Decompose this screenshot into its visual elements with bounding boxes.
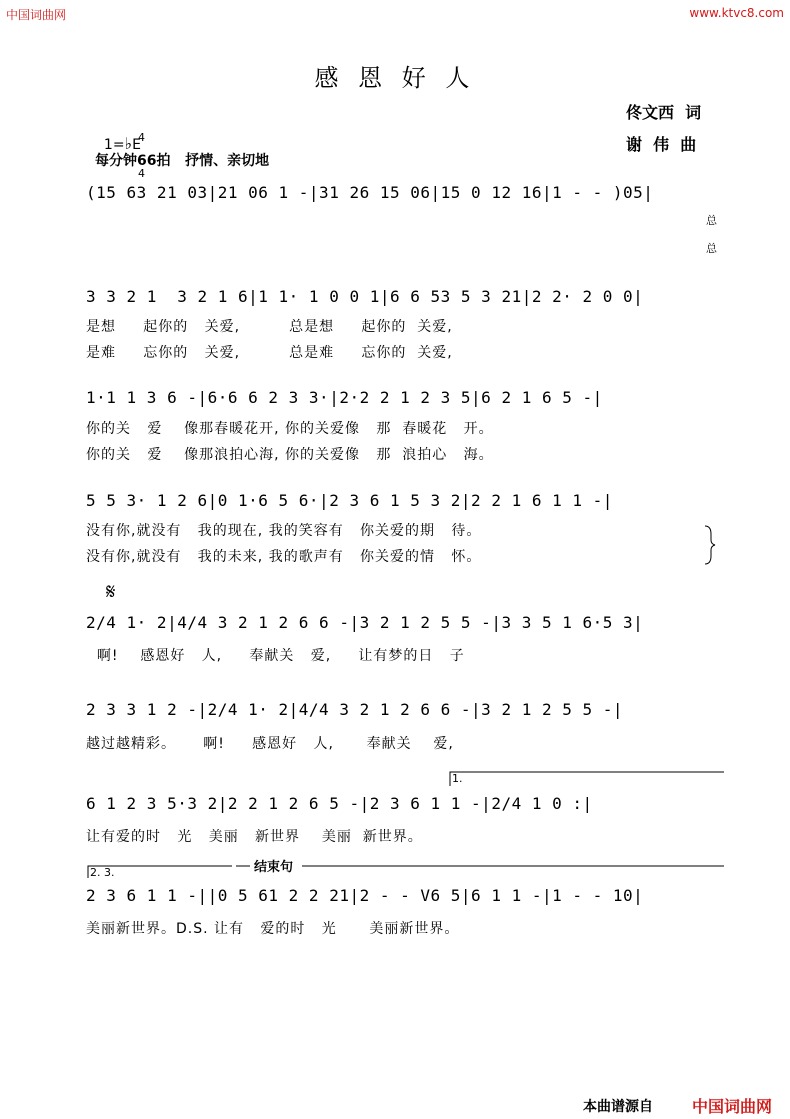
lyric-line-3a: 你的关 爱 像那春暖花开, 你的关爱像 那 春暖花 开。 [86, 421, 494, 437]
notation-line-3: 1·1 1 3 6 -|6·6 6 2 3 3·|2·2 2 1 2 3 5|6 2 1 6 5 -| [86, 388, 603, 407]
notation-line-8: 2 3 6 1 1 -||0 5 61 2 2 21|2 - - V6 5|6 1 1 -|1 - - 10| [86, 886, 644, 905]
key-note: E [132, 137, 141, 153]
segno-icon: 𝄋 [106, 580, 116, 605]
notation-line-4: 5 5 3· 1 2 6|0 1·6 5 6·|2 3 6 1 5 3 2|2 2 1 6 1 1 -| [86, 491, 613, 510]
lyric-line-6: 越过越精彩。 啊! 感恩好 人, 奉献关 爱, [86, 736, 454, 752]
lyric-line-4b: 没有你,就没有 我的未来, 我的歌声有 你关爱的情 怀。 [86, 549, 482, 565]
notation-line-2: 3 3 2 1 3 2 1 6|1 1· 1 0 0 1|6 6 53 5 3 21|2 2· 2 0 0| [86, 287, 644, 306]
lyric-line-4a: 没有你,就没有 我的现在, 我的笑容有 你关爱的期 待。 [86, 523, 482, 539]
watermark-right: www.ktvc8.com [689, 6, 784, 20]
lyric-line-8: 美丽新世界。D.S. 让有 爱的时 光 美丽新世界。 [86, 921, 460, 937]
watermark-left: 中国词曲网 [6, 8, 67, 22]
footer-brand: 中国词曲网 [692, 1097, 773, 1116]
verse-marker-2: 总 [706, 242, 717, 255]
notation-line-6: 2 3 3 1 2 -|2/4 1· 2|4/4 3 2 1 2 6 6 -|3 2 1 2 5 5 -| [86, 700, 624, 719]
notation-line-7: 6 1 2 3 5·3 2|2 2 1 2 6 5 -|2 3 6 1 1 -|2/4 1 0 :| [86, 794, 593, 813]
lyric-line-2b: 是难 忘你的 关爱, 总是难 忘你的 关爱, [86, 345, 453, 361]
time-top: 4 [138, 131, 145, 144]
footer-text: 本曲谱源自 [583, 1099, 653, 1115]
lyric-line-5: 啊! 感恩好 人, 奉献关 爱, 让有梦的日 子 [86, 648, 465, 664]
lyric-line-7: 让有爱的时 光 美丽 新世界 美丽 新世界。 [86, 829, 423, 845]
composer-credit: 谢 伟 曲 [626, 135, 697, 154]
tempo-marking: 每分钟66拍 抒情、亲切地 [95, 153, 270, 169]
time-bottom: 4 [138, 167, 145, 180]
key-prefix: 1= [103, 137, 125, 153]
lyricist-credit: 佟文西 词 [626, 103, 702, 122]
notation-line-5: 2/4 1· 2|4/4 3 2 1 2 6 6 -|3 2 1 2 5 5 -|3 3 5 1 6·5 3| [86, 613, 644, 632]
lyric-line-2a: 是想 起你的 关爱, 总是想 起你的 关爱, [86, 319, 453, 335]
page-title: 感 恩 好 人 [314, 64, 476, 92]
volta-1-label: 1. [452, 772, 463, 785]
lyric-line-3b: 你的关 爱 像那浪拍心海, 你的关爱像 那 浪拍心 海。 [86, 447, 494, 463]
verse-marker-1: 总 [706, 214, 717, 227]
volta-2-3-label: 2. 3. [90, 866, 115, 879]
notation-line-1: (15 63 21 03|21 06 1 -|31 26 15 06|15 0 12 16|1 - - )05| [86, 183, 654, 202]
flat-icon: ♭ [124, 134, 133, 153]
ending-label: 结束句 [254, 860, 294, 875]
